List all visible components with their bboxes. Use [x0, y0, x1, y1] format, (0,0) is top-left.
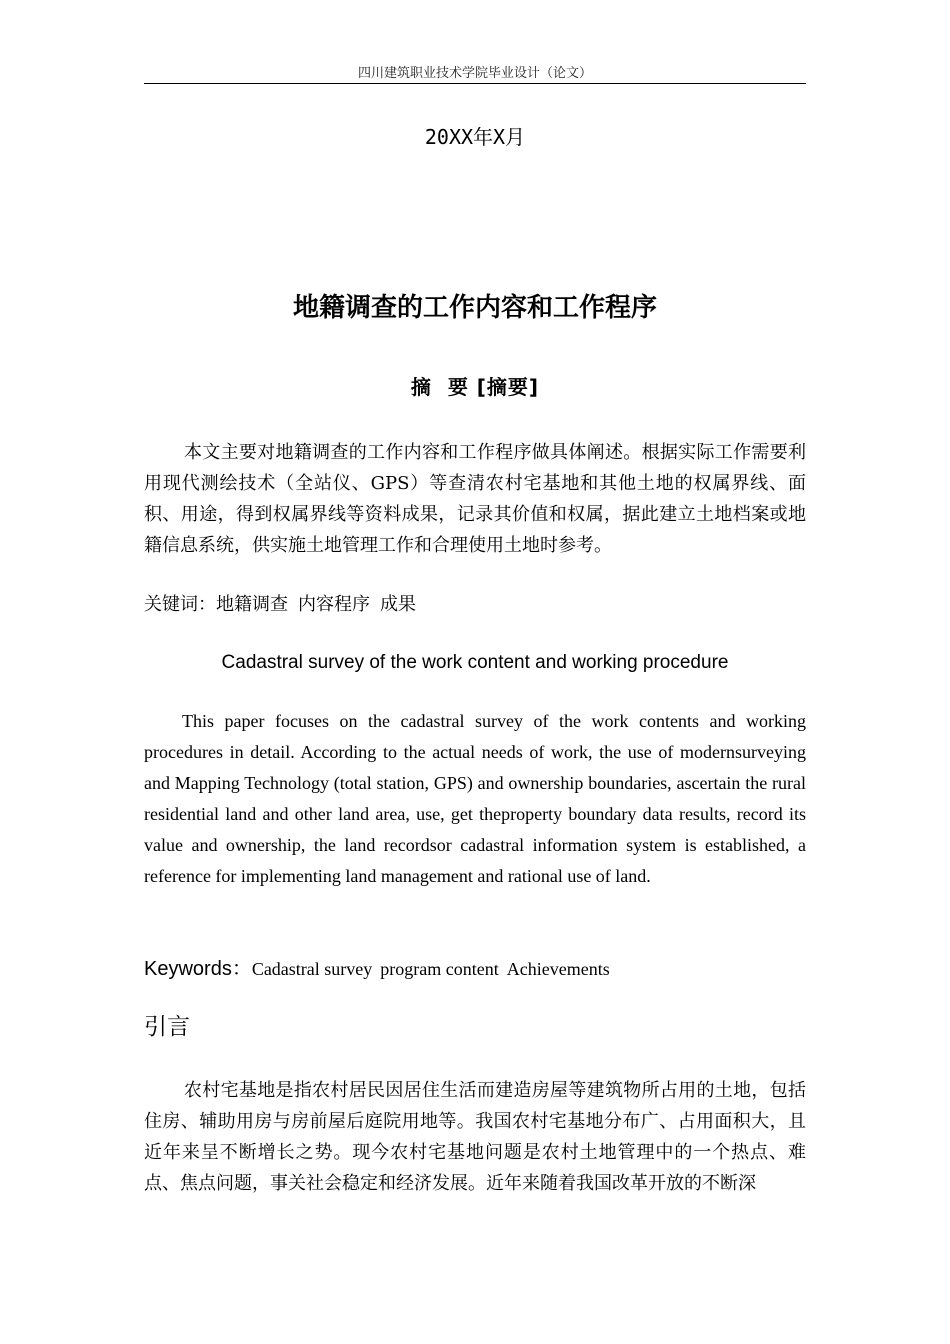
abstract-english: This paper focuses on the cadastral survey of the work contents and working procedures in detail. According to the actual needs of work, the use of modernsurveying and Mapping Technology (total station, GPS) and ownership boundaries, ascertain the rural residential land and other land area, use, get theproperty boundary data results, record its value and ownership, the land recordsor cadastral information system is established, a reference for implementing land management and rational use of land.: [144, 711, 806, 887]
keyword: 内容程序: [298, 594, 370, 615]
keywords-chinese: [144, 589, 806, 620]
paper-title-english: Cadastral survey of the work content and working procedure: [221, 652, 729, 673]
paper-title-chinese: 地籍调查的工作内容和工作程序: [292, 293, 657, 323]
keyword: Achievements: [506, 959, 610, 979]
introduction-paragraph: 农村宅基地是指农村居民因居住生活而建造房屋等建筑物所占用的土地，包括住房、辅助用房与房前屋后庭院用地等。我国农村宅基地分布广、占用面积大，且近年来呈不断增长之势。现今农村宅基地问题是农村土地管理中的一个热点、难点、焦点问题，事关社会稳定和经济发展。近年来随着我国改革开放的不断深: [144, 1080, 806, 1194]
page-header: 四川建筑职业技术学院毕业设计（论文）: [357, 66, 592, 81]
cover-date: 20XX年X月: [424, 125, 526, 149]
header-rule: [144, 83, 806, 84]
keywords-label: 关键词：: [144, 594, 216, 615]
section-heading-introduction: 引言: [144, 1014, 190, 1040]
keyword: Cadastral survey: [251, 959, 373, 979]
abstract-heading: 摘 要 [摘要]: [410, 375, 540, 399]
keyword: 成果: [380, 594, 416, 615]
keyword: program content: [380, 959, 499, 979]
keyword: 地籍调查: [216, 594, 288, 615]
keywords-english: [144, 954, 806, 984]
abstract-chinese: 本文主要对地籍调查的工作内容和工作程序做具体阐述。根据实际工作需要利用现代测绘技术（全站仪、GPS）等查清农村宅基地和其他土地的权属界线、面积、用途，得到权属界线等资料成果，记录其价值和权属，据此建立土地档案或地籍信息系统，供实施土地管理工作和合理使用土地时参考。: [144, 442, 806, 556]
keywords-label: Keywords：: [144, 958, 252, 980]
